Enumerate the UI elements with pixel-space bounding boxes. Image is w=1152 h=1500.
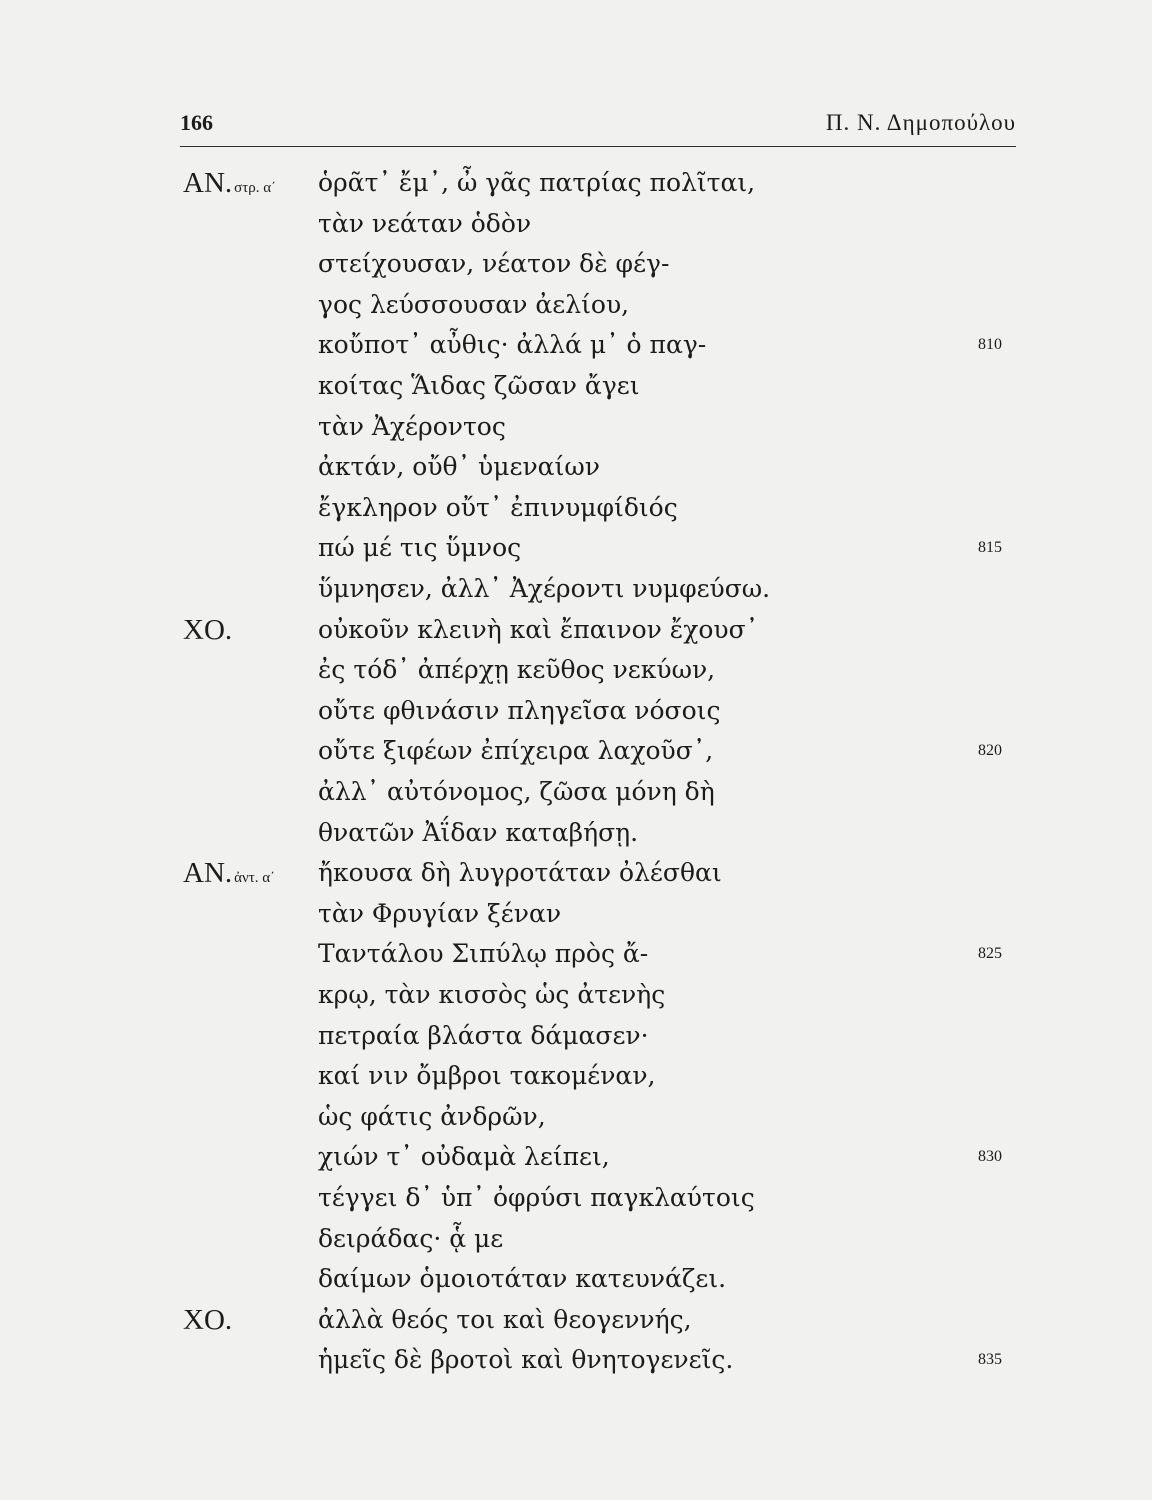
verse-line: [0, 853, 1152, 893]
verse-line: [0, 407, 1152, 447]
verse-line: [0, 691, 1152, 731]
verse-line: [0, 244, 1152, 284]
verse-text-line: ἡμεῖς δὲ βροτοὶ καὶ θνητογενεῖς.: [318, 1345, 734, 1375]
verse-text-line: τὰν Ἀχέροντος: [318, 411, 506, 441]
verse-text-line: δαίμων ὁμοιοτάταν κατευνάζει.: [318, 1264, 727, 1294]
verse-text-line: ἐς τόδ᾽ ἀπέρχῃ κεῦθος νεκύων,: [318, 655, 716, 685]
verse-text-line: γος λεύσσουσαν ἀελίου,: [318, 289, 630, 319]
speaker-name: ΧΟ.: [183, 1303, 233, 1336]
verse-line: [0, 894, 1152, 934]
verse-text-line: θνατῶν Ἀΐδαν καταβήσῃ.: [318, 817, 639, 847]
verse-text-line: ἔγκληρον οὔτ᾽ ἐπινυμφίδιός: [318, 492, 678, 522]
verse-text-line: πετραία βλάστα δάμασεν·: [318, 1020, 649, 1050]
speaker-label: [183, 853, 275, 898]
verse-text-line: οὔτε φθινάσιν πληγεῖσα νόσοις: [318, 695, 721, 725]
verse-line: [0, 285, 1152, 325]
verse-line: [0, 325, 1152, 365]
verse-line: [0, 1097, 1152, 1137]
verse-line: [0, 934, 1152, 974]
verse-text-line: καί νιν ὄμβροι τακομέναν,: [318, 1061, 656, 1091]
verse-text-line: ὁρᾶτ᾽ ἔμ᾽, ὦ γᾶς πατρίας πολῖται,: [318, 168, 756, 197]
line-number: 830: [978, 1148, 1002, 1166]
verse-line: [0, 447, 1152, 487]
verse-text-line: πώ μέ τις ὕμνος: [318, 533, 522, 563]
line-number: 815: [978, 539, 1002, 557]
verse-line: [0, 772, 1152, 812]
verse-text-line: ἀκτάν, οὔθ᾽ ὑμεναίων: [318, 452, 600, 482]
verse-text-line: τὰν Φρυγίαν ξέναν: [318, 898, 562, 928]
verse-line: [0, 366, 1152, 406]
verse-text-line: ἤκουσα δὴ λυγροτάταν ὀλέσθαι: [318, 858, 722, 888]
line-number: 825: [978, 945, 1002, 963]
speaker-label: [183, 163, 276, 208]
verse-text-line: ὕμνησεν, ἀλλ᾽ Ἀχέροντι νυμφεύσω.: [318, 574, 771, 603]
verse-line: [0, 1219, 1152, 1259]
line-number: 835: [978, 1351, 1002, 1369]
page-header: [180, 106, 1016, 147]
verse-line: [0, 1137, 1152, 1177]
verse-text-line: οὔτε ξιφέων ἐπίχειρα λαχοῦσ᾽,: [318, 736, 714, 766]
verse-text-line: Ταντάλου Σιπύλῳ πρὸς ἄ-: [318, 939, 649, 969]
verse-text-line: δειράδας· ᾇ με: [318, 1223, 504, 1253]
line-number: 820: [978, 742, 1002, 760]
verse-line: [0, 1016, 1152, 1056]
verse-line: [0, 163, 1152, 203]
verse-text-line: τὰν νεάταν ὁδὸν: [318, 208, 532, 238]
page-number: 166: [180, 110, 213, 135]
speaker-label: [183, 610, 232, 650]
verse-line: [0, 1300, 1152, 1340]
verse-text-line: στείχουσαν, νέατον δὲ φέγ-: [318, 249, 670, 279]
verse-line: [0, 1178, 1152, 1218]
verse-line: [0, 731, 1152, 771]
speaker-name: ΧΟ.: [183, 613, 233, 646]
speaker-name: ΑΝ.: [183, 857, 233, 890]
verse-line: [0, 569, 1152, 609]
verse-text-line: ἀλλὰ θεός τοι καὶ θεογεννής,: [318, 1304, 692, 1334]
verse-text-line: ὡς φάτις ἀνδρῶν,: [318, 1101, 546, 1131]
verse-text-line: ἀλλ᾽ αὐτόνομος, ζῶσα μόνη δὴ: [318, 777, 715, 806]
line-number: 810: [978, 336, 1002, 354]
verse-line: [0, 1056, 1152, 1096]
verse-line: [0, 1259, 1152, 1299]
verse-line: [0, 204, 1152, 244]
verse-line: [0, 975, 1152, 1015]
verse-line: [0, 1340, 1152, 1380]
meter-label: στρ. α΄: [234, 180, 277, 196]
verse-text-line: κρῳ, τὰν κισσὸς ὡς ἀτενὴς: [318, 980, 666, 1009]
verse-text-line: κοίτας Ἅιδας ζῶσαν ἄγει: [318, 371, 640, 400]
meter-label: ἀντ. α΄: [234, 870, 276, 887]
verse-text-line: κοὔποτ᾽ αὖθις· ἀλλά μ᾽ ὁ παγ-: [318, 330, 707, 360]
speaker-label: [183, 1300, 232, 1340]
running-head: Π. Ν. Δημοπούλου: [825, 110, 1016, 135]
verse-line: [0, 488, 1152, 528]
verse-text-line: χιών τ᾽ οὐδαμὰ λείπει,: [318, 1142, 610, 1172]
verse-line: [0, 528, 1152, 568]
verse-line: [0, 610, 1152, 650]
verse-line: [0, 813, 1152, 853]
verse-text-line: τέγγει δ᾽ ὑπ᾽ ὀφρύσι παγκλαύτοις: [318, 1183, 755, 1212]
verse-text-line: οὐκοῦν κλεινὴ καὶ ἔπαινον ἔχουσ᾽: [318, 614, 759, 644]
verse-line: [0, 650, 1152, 690]
speaker-name: ΑΝ.: [183, 167, 233, 199]
